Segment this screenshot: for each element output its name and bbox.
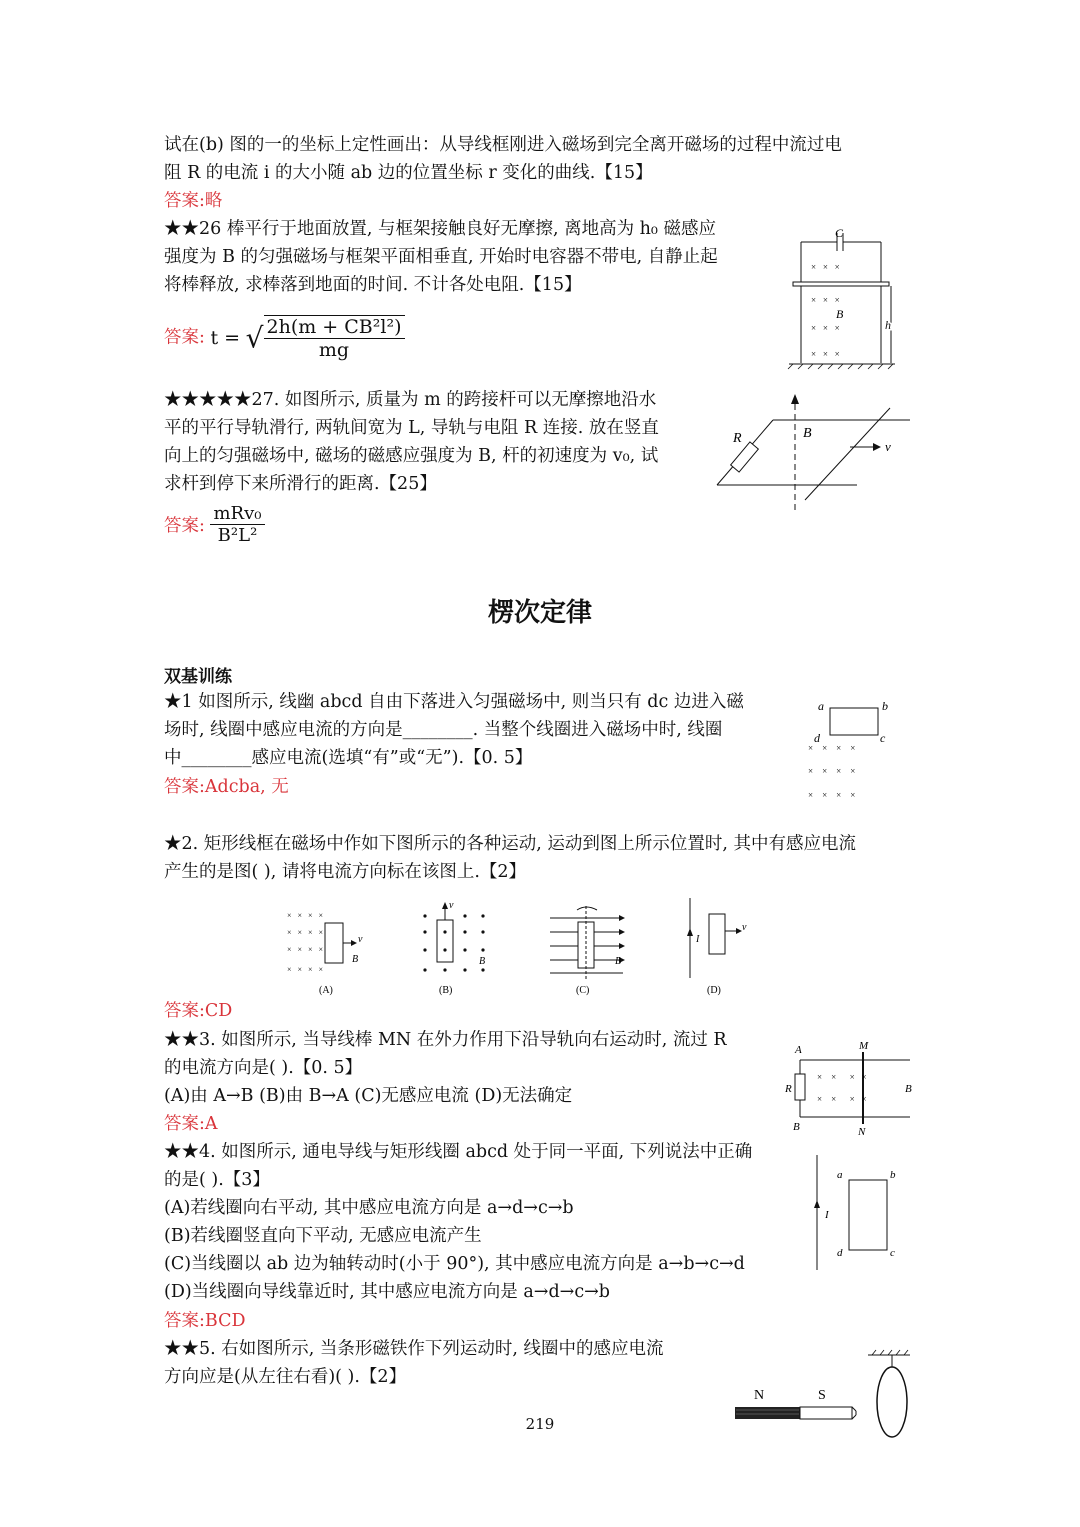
answer-26-lhs: t = [210,327,241,349]
sqrt-sign: √ [245,321,264,355]
height-label: h [885,318,891,332]
corner-c-label: c [890,1247,895,1259]
question-27-line: 平的平行导轨滑行, 两轨间宽为 L, 导轨与电阻 R 连接. 放在竖直 [164,418,659,438]
panel-label: (A) [319,985,333,996]
panel-label: (C) [576,985,590,996]
question-26-line: 强度为 B 的匀强磁场与框架平面相垂直, 开始时电容器不带电, 自静止起 [164,247,718,267]
corner-b-label: b [882,699,888,713]
field-label: B [836,307,844,321]
figure-27-rails [715,390,915,515]
current-label: I [825,1209,829,1221]
question-27-line: 向上的匀强磁场中, 磁场的磁感应强度为 B, 杆的初速度为 v₀, 试 [164,446,659,466]
corner-a-label: a [818,699,824,713]
svg-text:× × × ×: × × × × [287,911,324,920]
svg-text:× × × ×: × × × × [817,1072,867,1082]
figure-q3-rails [785,1038,920,1138]
svg-text:× × × ×: × × × × [287,965,324,974]
velocity-label: v [885,439,891,454]
answer-27-fraction [210,503,264,546]
text-line: 试在(b) 图的一的坐标上定性画出：从导线框刚进入磁场到完全离开磁场的过程中流过电 [164,135,842,155]
text-line: 阻 R 的电流 i 的大小随 ab 边的位置坐标 r 变化的曲线.【15】 [164,163,653,183]
panel-b [423,900,485,996]
question-3-line: 的电流方向是( ).【0. 5】 [164,1058,363,1078]
question-5-line: 方向应是(从左往右看)( ).【2】 [164,1367,407,1387]
field-label: B [615,956,622,967]
question-1-line: 场时, 线圈中感应电流的方向是________. 当整个线圈进入磁场中时, 线圈 [164,720,723,740]
question-4-option: (A)若线圈向右平动, 其中感应电流方向是 a→d→c→b [164,1198,574,1218]
velocity-label: v [358,934,363,945]
svg-text:× × ×: × × × [811,262,840,272]
answer-label: 答案: [164,327,205,348]
answer-text: 答案:略 [164,191,223,211]
answer-text: 答案:A [164,1114,218,1134]
question-4-option: (D)当线圈向导线靠近时, 其中感应电流方向是 a→d→c→b [164,1282,611,1302]
velocity-label: v [449,900,454,911]
question-5-line: ★★5. 右如图所示, 当条形磁铁作下列运动时, 线圈中的感应电流 [164,1339,664,1359]
section-subtitle: 双基训练 [164,667,232,687]
answer-text: 答案:BCD [164,1311,246,1331]
fraction-denominator: B²L² [217,525,258,546]
svg-text:× × ×: × × × [811,349,840,359]
resistor-label: R [733,431,742,446]
magnet-north-label: N [754,1388,765,1403]
question-1-line: ★1 如图所示, 线幽 abcd 自由下落进入匀强磁场中, 则当只有 dc 边进入磁 [164,692,744,712]
corner-c-label: c [880,731,886,745]
field-label: B [905,1083,912,1095]
figure-q2-panels [285,898,765,998]
svg-text:× × × ×: × × × × [287,945,324,954]
svg-text:× × × ×: × × × × [817,1094,867,1104]
answer-text: 答案:CD [164,1001,233,1021]
answer-26-fraction [264,315,405,361]
panel-d [687,898,747,996]
answer-27 [164,503,265,546]
question-26-line: 将棒释放, 求棒落到地面的时间. 不计各处电阻.【15】 [164,275,582,295]
svg-text:× × × ×: × × × × [808,766,856,776]
panel-label: (B) [439,985,453,996]
figure-q5-magnet-ring [730,1345,920,1445]
fraction-numerator: 2h(m + CB²l²) [264,316,405,339]
magnet-south-label: S [818,1388,826,1403]
question-4-option: (B)若线圈竖直向下平动, 无感应电流产生 [164,1226,482,1246]
page-number: 219 [525,1415,555,1433]
svg-text:× × × ×: × × × × [808,790,856,800]
question-27-line: 求杆到停下来所滑行的距离.【25】 [164,474,437,494]
figure-q1-loop [808,695,903,805]
svg-text:× × × ×: × × × × [287,928,324,937]
corner-d-label: d [837,1247,843,1259]
capacitor-label: C [835,226,844,240]
question-2-line: ★2. 矩形线框在磁场中作如下图所示的各种运动, 运动到图上所示位置时, 其中有感应电流 [164,834,857,854]
question-26-line: ★★26 棒平行于地面放置, 与框架接触良好无摩擦, 离地高为 h₀ 磁感应 [164,219,716,239]
figure-26-frame [785,225,905,370]
panel-c [550,906,625,996]
answer-label: 答案: [164,516,205,536]
field-label: B [352,954,359,965]
answer-text: 答案:Adcba, 无 [164,777,289,797]
field-label: B [803,426,812,441]
question-2-line: 产生的是图( ), 请将电流方向标在该图上.【2】 [164,862,527,882]
panel-a [287,911,363,996]
field-label: B [479,956,486,967]
question-3-line: ★★3. 如图所示, 当导线棒 MN 在外力作用下沿导轨向右运动时, 流过 R [164,1030,727,1050]
fraction-numerator: mRv₀ [210,503,264,525]
resistor-label: R [785,1083,792,1095]
velocity-label: v [742,922,747,933]
question-4-line: ★★4. 如图所示, 通电导线与矩形线圈 abcd 处于同一平面, 下列说法中正确 [164,1142,753,1162]
panel-label: (D) [707,985,721,996]
point-n-label: N [858,1126,866,1138]
section-title: 楞次定律 [487,598,592,628]
current-label: I [696,934,700,945]
corner-d-label: d [814,731,820,745]
svg-text:× × × ×: × × × × [808,743,856,753]
svg-text:× × ×: × × × [811,323,840,333]
answer-26 [164,315,405,361]
svg-text:× × ×: × × × [811,295,840,305]
question-4-option: (C)当线圈以 ab 边为轴转动时(小于 90°), 其中感应电流方向是 a→b→c→d [164,1254,745,1274]
corner-a-label: a [837,1169,843,1181]
corner-b-label: b [890,1169,896,1181]
question-27-line: ★★★★★27. 如图所示, 质量为 m 的跨接杆可以无摩擦地沿水 [164,390,657,410]
question-3-options: (A)由 A→B (B)由 B→A (C)无感应电流 (D)无法确定 [164,1086,573,1106]
figure-q4-wire-loop [805,1150,915,1275]
point-m-label: M [859,1040,869,1052]
point-b-label: B [793,1121,800,1133]
question-4-line: 的是( ).【3】 [164,1170,270,1190]
question-1-line: 中________感应电流(选填“有”或“无”).【0. 5】 [164,748,533,768]
point-a-label: A [795,1044,802,1056]
fraction-denominator: mg [318,339,350,361]
